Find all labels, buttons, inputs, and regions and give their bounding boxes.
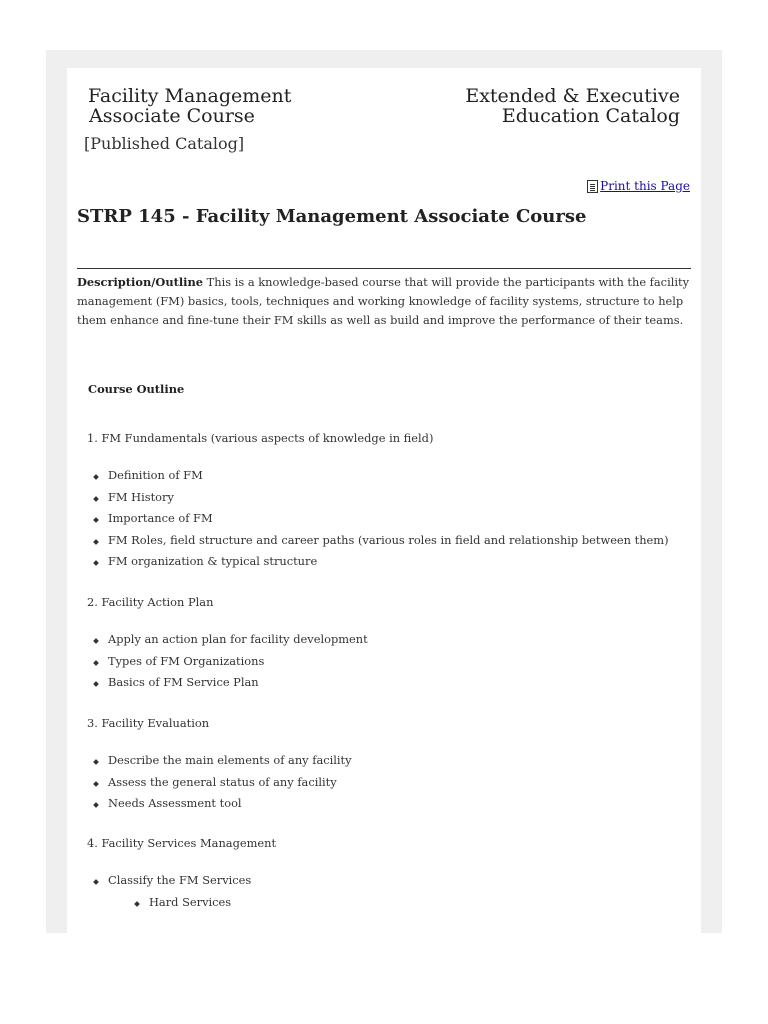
header-right-line1: Extended & Executive [465,85,680,107]
course-header-title [88,86,291,126]
catalog-header-title [465,86,680,126]
section-3-list [88,750,352,815]
description-label: Description/Outline [77,275,204,289]
course-description [77,273,690,330]
print-icon[interactable] [587,180,598,193]
content-panel [67,68,701,933]
description-text: This is a knowledge-based course that will provide the participants with the facility management (FM) basics, tools, techniques and working knowledge of facility systems, structure to help them enhance and fine-tune their FM skills as well as build and improve the performance of their teams. [77,275,690,327]
list-item: Needs Assessment tool [88,793,352,815]
section-title: 1. FM Fundamentals (various aspects of knowledge in field) [87,431,434,445]
header-left-line1: Facility Management [88,85,292,107]
section-title: 3. Facility Evaluation [87,716,210,730]
list-item: FM Roles, field structure and career paths (various roles in field and relationship between them) [88,530,669,552]
print-page-control[interactable] [587,179,690,193]
course-title: STRP 145 - Facility Management Associate Course [77,206,587,227]
list-item: Apply an action plan for facility development [88,629,368,651]
list-item: Definition of FM [88,465,669,487]
list-item: Hard Services [88,892,251,914]
section-1-list [88,465,669,573]
list-item: Classify the FM Services [88,870,251,892]
list-item: FM History [88,487,669,509]
list-item: Assess the general status of any facility [88,772,352,794]
section-4-list [88,870,251,913]
section-2-list [88,629,368,694]
title-divider [77,268,691,269]
list-item: Describe the main elements of any facility [88,750,352,772]
list-item: Importance of FM [88,508,669,530]
section-title: 4. Facility Services Management [87,836,277,850]
course-outline-heading: Course Outline [88,382,185,396]
print-page-link[interactable]: Print this Page [600,179,690,193]
section-title: 2. Facility Action Plan [87,595,214,609]
header-left-line2: Associate Course [89,105,255,127]
page-frame [46,50,722,933]
published-catalog-label: [Published Catalog] [84,134,245,153]
list-item: FM organization & typical structure [88,551,669,573]
list-item: Basics of FM Service Plan [88,672,368,694]
header-right-line2: Education Catalog [501,105,680,127]
list-item: Types of FM Organizations [88,651,368,673]
